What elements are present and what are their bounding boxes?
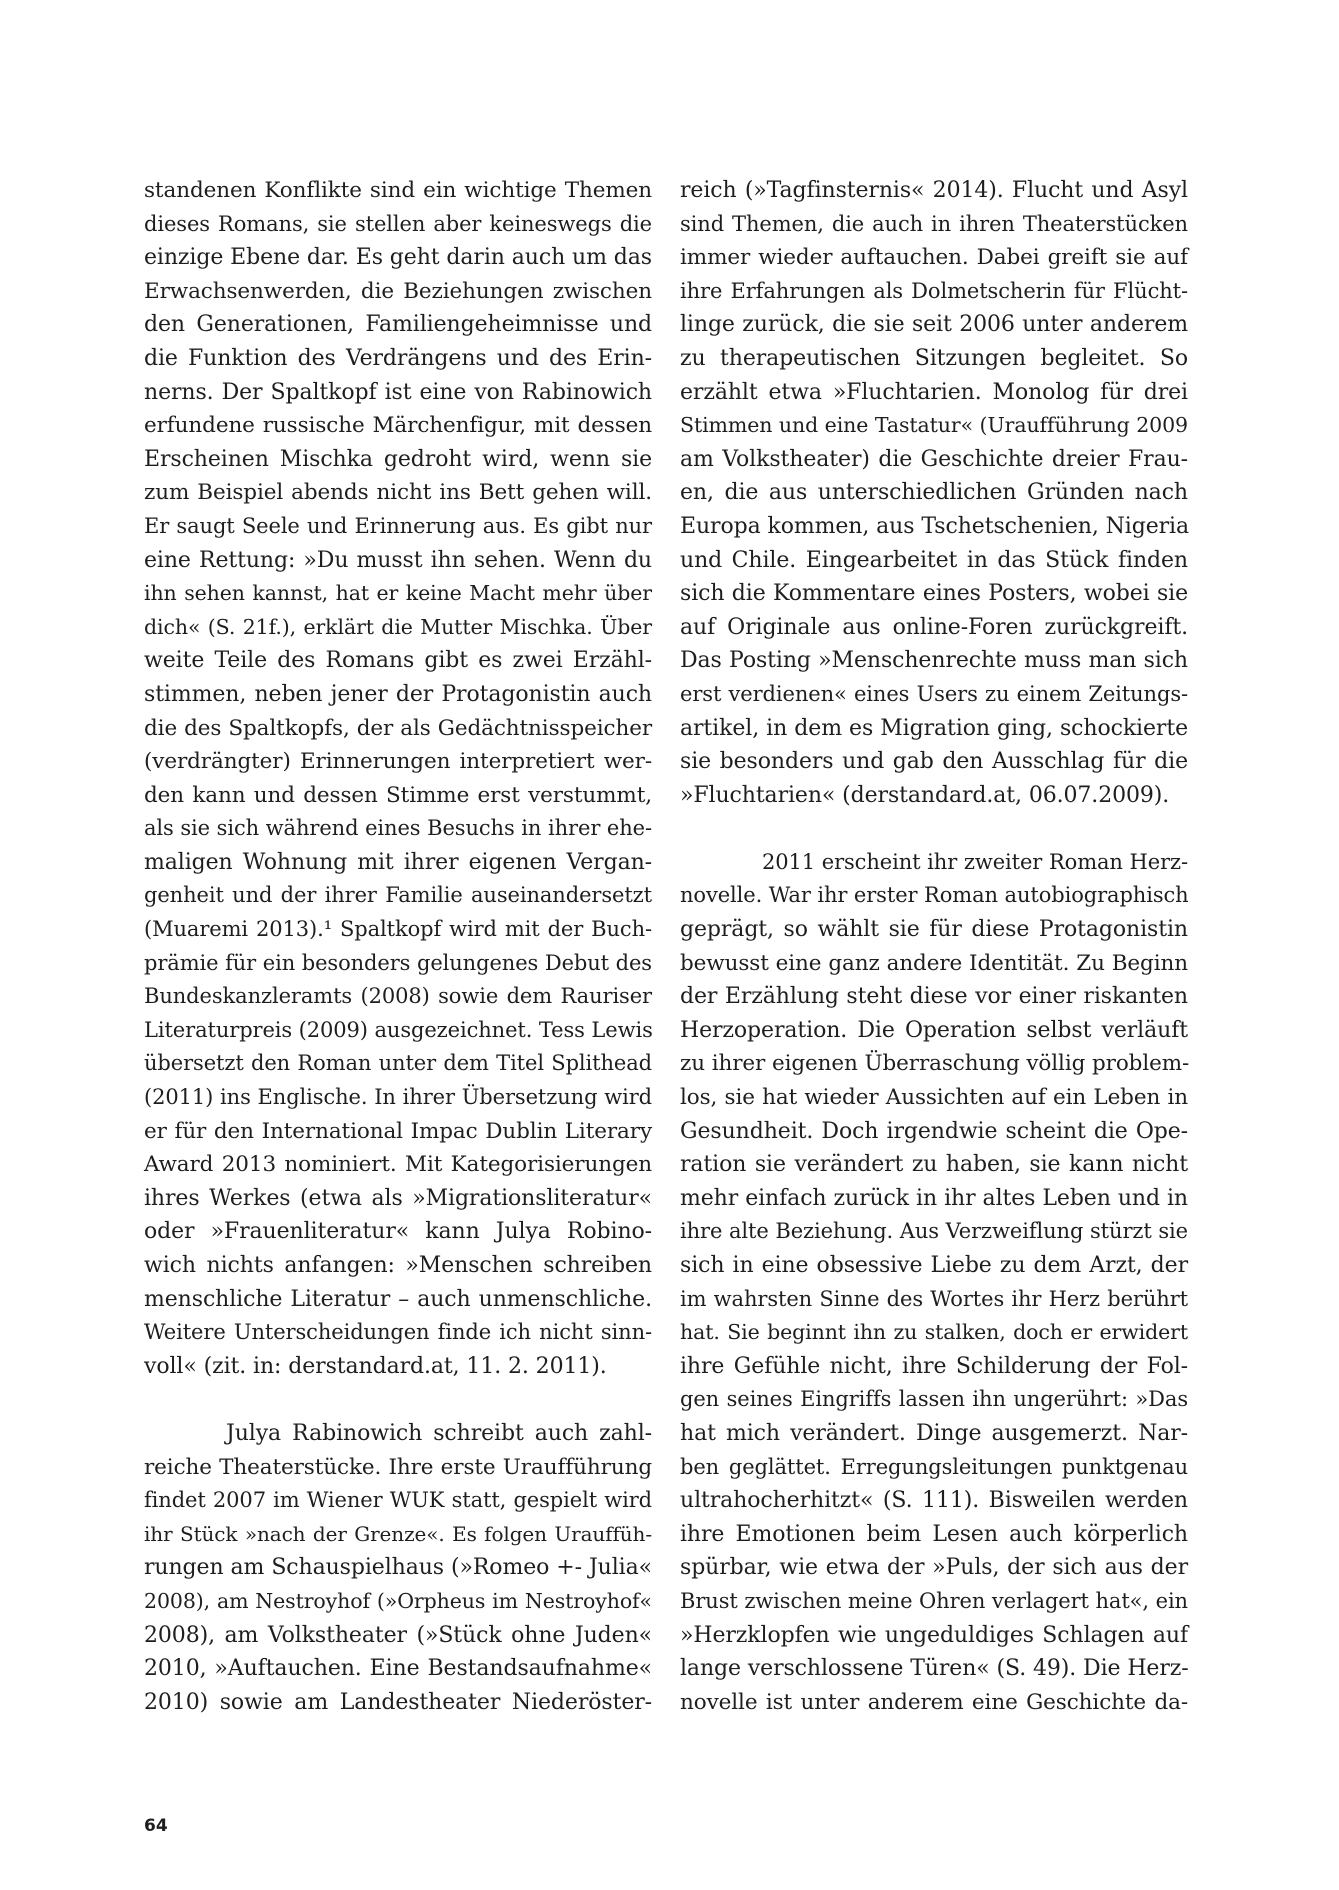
text-line: 2008), am Volkstheater (»Stück ohne Juden« bbox=[144, 1622, 652, 1648]
text-line: lange verschlossene Türen« (S. 49). Die Herz- bbox=[680, 1656, 1189, 1682]
text-line: den kann und dessen Stimme erst verstummt, bbox=[144, 782, 652, 808]
text-line: sich in eine obsessive Liebe zu dem Arzt, der bbox=[680, 1253, 1188, 1278]
text-line: »Herzklopfen wie ungeduldiges Schlagen auf bbox=[680, 1622, 1188, 1648]
text-line: den Generationen, Familiengeheimnisse und bbox=[144, 312, 652, 338]
text-line: sie besonders und gab den Ausschlag für die bbox=[680, 749, 1188, 775]
text-line: (Muaremi 2013).¹ Spaltkopf wird mit der Buch- bbox=[144, 917, 652, 942]
text-line: bewusst eine ganz andere Identität. Zu Beginn bbox=[680, 950, 1188, 976]
text-line: wich nichts anfangen: »Menschen schreiben bbox=[144, 1253, 652, 1278]
text-line: Europa kommen, aus Tschetschenien, Nigeria bbox=[680, 513, 1189, 539]
text-line: erfundene russische Märchenfigur, mit dessen bbox=[144, 413, 652, 439]
text-line: als sie sich während eines Besuchs in ihrer ehe- bbox=[144, 816, 652, 841]
text-line: (2011) ins Englische. In ihrer Übersetzung wird bbox=[144, 1085, 652, 1110]
text-line: Brust zwischen meine Ohren verlagert hat«, ein bbox=[680, 1588, 1188, 1613]
text-line: sich die Kommentare eines Posters, wobei sie bbox=[680, 581, 1188, 607]
text-line: einzige Ebene dar. Es geht darin auch um das bbox=[144, 245, 652, 271]
text-line: übersetzt den Roman unter dem Titel Splithead bbox=[144, 1051, 652, 1076]
text-line: 2010, »Auftauchen. Eine Bestandsaufnahme« bbox=[144, 1656, 652, 1682]
page-number: 64 bbox=[144, 1816, 168, 1836]
text-line: prämie für ein besonders gelungenes Debut des bbox=[144, 950, 652, 975]
text-line: ultrahocherhitzt« (S. 111). Bisweilen werden bbox=[680, 1488, 1188, 1514]
text-line: ihn sehen kannst, hat er keine Macht mehr über bbox=[144, 581, 652, 606]
text-line: erzählt etwa »Fluchtarien. Monolog für drei bbox=[680, 379, 1188, 405]
text-line: ben geglättet. Erregungsleitungen punktgenau bbox=[680, 1454, 1188, 1479]
text-line: mehr einfach zurück in ihr altes Leben und in bbox=[680, 1185, 1188, 1211]
text-line: 2011 erscheint ihr zweiter Roman Herz- bbox=[762, 849, 1188, 874]
text-line: Gesundheit. Doch irgendwie scheint die Ope- bbox=[680, 1118, 1188, 1144]
text-line: Bundeskanzleramts (2008) sowie dem Rauriser bbox=[144, 984, 652, 1009]
text-line: 2010) sowie am Landestheater Niederöster- bbox=[144, 1689, 652, 1715]
text-line: stimmen, neben jener der Protagonistin auch bbox=[144, 681, 652, 707]
text-line: ihre alte Beziehung. Aus Verzweiflung stürzt sie bbox=[680, 1219, 1188, 1244]
text-line: menschliche Literatur – auch unmenschliche. bbox=[144, 1286, 652, 1312]
text-line: eine Rettung: »Du musst ihn sehen. Wenn du bbox=[144, 547, 652, 573]
text-line: ihre Erfahrungen als Dolmetscherin für Flücht- bbox=[680, 278, 1188, 303]
text-line: zu ihrer eigenen Überraschung völlig problem- bbox=[680, 1051, 1190, 1077]
text-line: oder »Frauenliteratur« kann Julya Robino- bbox=[144, 1219, 652, 1245]
text-line: genheit und der ihrer Familie auseinandersetzt bbox=[144, 883, 652, 908]
text-line: maligen Wohnung mit ihrer eigenen Vergan- bbox=[144, 849, 652, 875]
text-line: ihre Emotionen beim Lesen auch körperlich bbox=[680, 1521, 1188, 1547]
text-line: ihre Gefühle nicht, ihre Schilderung der Fol- bbox=[680, 1353, 1188, 1379]
paragraph-gap bbox=[680, 812, 1188, 846]
text-line: am Volkstheater) die Geschichte dreier Frau- bbox=[680, 446, 1188, 472]
text-line: im wahrsten Sinne des Wortes ihr Herz berührt bbox=[680, 1286, 1188, 1311]
text-line: los, sie hat wieder Aussichten auf ein Leben in bbox=[680, 1085, 1188, 1111]
text-line: erst verdienen« eines Users zu einem Zeitungs- bbox=[680, 681, 1188, 706]
text-line: zu therapeutischen Sitzungen begleitet. So bbox=[680, 345, 1188, 371]
text-line: Literaturpreis (2009) ausgezeichnet. Tess Lewis bbox=[144, 1017, 653, 1042]
text-line: spürbar, wie etwa der »Puls, der sich aus der bbox=[680, 1555, 1188, 1581]
text-line: standenen Konflikte sind ein wichtige Themen bbox=[144, 178, 652, 203]
text-line: ihr Stück »nach der Grenze«. Es folgen Urauffüh- bbox=[144, 1521, 652, 1546]
text-line: en, die aus unterschiedlichen Gründen nach bbox=[680, 480, 1188, 506]
right-text-column bbox=[680, 174, 1188, 1719]
text-line: Julya Rabinowich schreibt auch zahl- bbox=[226, 1420, 652, 1446]
text-line: ihres Werkes (etwa als »Migrationsliteratur« bbox=[144, 1185, 652, 1211]
text-line: immer wieder auftauchen. Dabei greift sie auf bbox=[680, 245, 1188, 271]
text-line: novelle ist unter anderem eine Geschichte da- bbox=[680, 1689, 1188, 1715]
text-line: artikel, in dem es Migration ging, schockierte bbox=[680, 715, 1188, 741]
text-line: linge zurück, die sie seit 2006 unter anderem bbox=[680, 312, 1188, 338]
text-line: auf Originale aus online-Foren zurückgreift. bbox=[680, 614, 1188, 640]
text-line: hat. Sie beginnt ihn zu stalken, doch er erwidert bbox=[680, 1320, 1188, 1345]
text-line: weite Teile des Romans gibt es zwei Erzähl- bbox=[144, 648, 652, 674]
text-line: rungen am Schauspielhaus (»Romeo +- Julia« bbox=[144, 1555, 652, 1581]
left-text-column bbox=[144, 174, 652, 1719]
text-line: geprägt, so wählt sie für diese Protagonistin bbox=[680, 917, 1188, 943]
text-line: und Chile. Eingearbeitet in das Stück finden bbox=[680, 547, 1188, 573]
text-line: Award 2013 nominiert. Mit Kategorisierungen bbox=[144, 1152, 652, 1178]
text-line: novelle. War ihr erster Roman autobiographisch bbox=[680, 883, 1189, 908]
text-line: nerns. Der Spaltkopf ist eine von Rabinowich bbox=[144, 379, 652, 405]
text-line: findet 2007 im Wiener WUK statt, gespielt wird bbox=[144, 1488, 652, 1513]
text-line: Weitere Unterscheidungen finde ich nicht sinn- bbox=[144, 1320, 652, 1345]
text-line: reich (»Tagfinsternis« 2014). Flucht und Asyl bbox=[680, 178, 1188, 203]
text-line: ration sie verändert zu haben, sie kann nicht bbox=[680, 1152, 1188, 1178]
text-line: (verdrängter) Erinnerungen interpretiert wer- bbox=[144, 749, 652, 775]
text-line: Erwachsenwerden, die Beziehungen zwischen bbox=[144, 278, 652, 304]
text-line: Er saugt Seele und Erinnerung aus. Es gibt nur bbox=[144, 513, 652, 538]
text-line: dieses Romans, sie stellen aber keineswegs die bbox=[144, 211, 652, 236]
text-line: sind Themen, die auch in ihren Theaterstücken bbox=[680, 211, 1188, 236]
text-line: dich« (S. 21f.), erklärt die Mutter Mischka. Über bbox=[144, 614, 652, 639]
text-line: Erscheinen Mischka gedroht wird, wenn sie bbox=[144, 446, 652, 472]
text-line: gen seines Eingriffs lassen ihn ungerührt: »Das bbox=[680, 1387, 1188, 1412]
text-line: die des Spaltkopfs, der als Gedächtnisspeicher bbox=[144, 715, 652, 741]
text-line: Stimmen und eine Tastatur« (Uraufführung 2009 bbox=[680, 413, 1188, 438]
text-line: hat mich verändert. Dinge ausgemerzt. Nar- bbox=[680, 1420, 1188, 1446]
paragraph-gap bbox=[144, 1383, 652, 1417]
text-line: voll« (zit. in: derstandard.at, 11. 2. 2011). bbox=[144, 1353, 607, 1379]
text-line: die Funktion des Verdrängens und des Erin- bbox=[144, 345, 652, 371]
text-line: reiche Theaterstücke. Ihre erste Uraufführung bbox=[144, 1454, 652, 1480]
text-line: »Fluchtarien« (derstandard.at, 06.07.2009). bbox=[680, 782, 1170, 808]
text-line: Das Posting »Menschenrechte muss man sich bbox=[680, 648, 1188, 674]
text-line: zum Beispiel abends nicht ins Bett gehen will. bbox=[144, 480, 652, 506]
text-line: er für den International Impac Dublin Literary bbox=[144, 1118, 652, 1144]
text-line: 2008), am Nestroyhof (»Orpheus im Nestroyhof« bbox=[144, 1588, 652, 1613]
text-line: Herzoperation. Die Operation selbst verläuft bbox=[680, 1017, 1188, 1043]
text-line: der Erzählung steht diese vor einer riskanten bbox=[680, 984, 1188, 1010]
